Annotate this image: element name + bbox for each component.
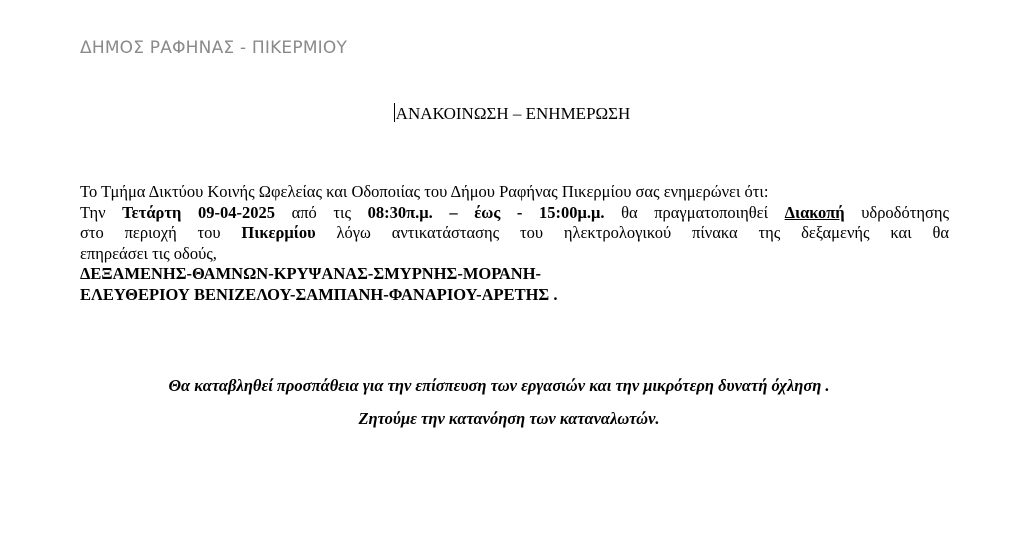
affected-area: Πικερμίου bbox=[241, 223, 316, 242]
body-intro: Το Τμήμα Δικτύου Κοινής Ωφελείας και Οδοποιίας του Δήμου Ραφήνας Πικερμίου σας ενημερώνει ότι: bbox=[80, 182, 769, 201]
announcement-title-text: ΑΝΑΚΟΙΝΩΣΗ – ΕΝΗΜΕΡΩΣΗ bbox=[395, 104, 631, 123]
announcement-body bbox=[80, 182, 949, 305]
affected-streets-line: ΔΕΞΑΜΕΝΗΣ-ΘΑΜΝΩΝ-ΚΡΥΨΑΝΑΣ-ΣΜΥΡΝΗΣ-ΜΟΡΑΝΗ- bbox=[80, 264, 542, 283]
announcement-title bbox=[0, 103, 1024, 124]
body-area-line bbox=[80, 223, 949, 244]
affected-streets-line: ΕΛΕΥΘΕΡΙΟΥ ΒΕΝΙΖΕΛΟΥ-ΣΑΜΠΑΝΗ-ΦΑΝΑΡΙΟΥ-ΑΡΕΤΗΣ . bbox=[80, 284, 558, 304]
body-streets-intro: επηρεάσει τις οδούς, bbox=[80, 243, 217, 263]
text-cursor bbox=[394, 103, 395, 122]
body-text-fragment: υδροδότησης bbox=[861, 202, 950, 222]
interruption-time: 08:30π.μ. – έως - 15:00μ.μ. bbox=[367, 202, 605, 222]
closing-effort-note: Θα καταβληθεί προσπάθεια για την επίσπευση των εργασιών και την μικρότερη δυνατή όχληση . bbox=[168, 376, 830, 395]
municipality-header: ΔΗΜΟΣ ΡΑΦΗΝΑΣ - ΠΙΚΕΡΜΙΟΥ bbox=[80, 38, 348, 58]
body-text-fragment: θα πραγματοποιηθεί bbox=[621, 202, 785, 222]
body-text-fragment: στο περιοχή του bbox=[80, 223, 242, 242]
body-text-fragment: λόγω αντικατάστασης του ηλεκτρολογικού πίνακα της δεξαμενής και θα bbox=[336, 223, 949, 242]
interruption-label: Διακοπή bbox=[784, 202, 845, 222]
closing-request-note: Ζητούμε την κατανόηση των καταναλωτών. bbox=[358, 409, 660, 428]
body-schedule-line bbox=[80, 203, 949, 224]
body-text-fragment: Την bbox=[80, 202, 123, 222]
body-text-fragment: από τις bbox=[291, 202, 368, 222]
interruption-day: Τετάρτη 09-04-2025 bbox=[122, 202, 275, 222]
